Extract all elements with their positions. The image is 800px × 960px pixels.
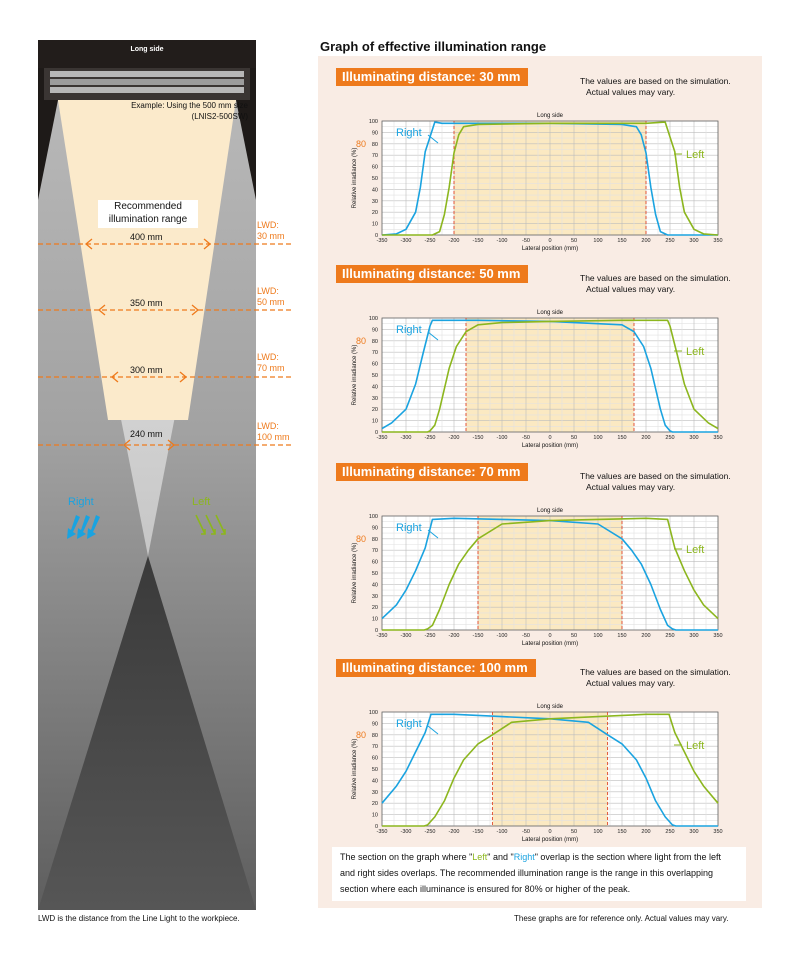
x-tick-label: 50 xyxy=(570,238,578,244)
x-tick-label: -100 xyxy=(496,435,508,441)
x-tick-label: 200 xyxy=(641,238,651,244)
x-tick-label: 250 xyxy=(665,435,675,441)
chart-title: Long side xyxy=(536,310,564,316)
left-label: Left xyxy=(192,496,211,508)
x-tick-label: 100 xyxy=(593,435,603,441)
x-tick-label: -150 xyxy=(472,238,484,244)
x-tick-label: -50 xyxy=(522,829,530,835)
x-tick-label: -150 xyxy=(472,435,484,441)
x-tick-label: 0 xyxy=(548,435,552,441)
x-tick-label: 100 xyxy=(593,238,603,244)
simulation-note xyxy=(580,471,731,493)
series-label-right: Right xyxy=(396,324,422,336)
x-axis-label: Lateral position (mm) xyxy=(521,443,579,449)
x-tick-label: 350 xyxy=(713,238,723,244)
x-tick-label: -150 xyxy=(472,829,484,835)
lwd-label-100: LWD: xyxy=(257,421,279,431)
lwd-value-100: 100 mm xyxy=(257,432,290,442)
x-tick-label: 150 xyxy=(617,633,627,639)
chart-banner: Illuminating distance: 100 mm xyxy=(336,659,536,677)
x-tick-label: -200 xyxy=(448,829,460,835)
series-label-right: Right xyxy=(396,718,422,730)
lwd-value-30: 30 mm xyxy=(257,231,285,241)
chart-title: Long side xyxy=(536,508,564,514)
chart-title: Long side xyxy=(536,113,564,119)
y-axis-label: Relative irradiance (%) xyxy=(352,542,358,604)
x-tick-label: -200 xyxy=(448,435,460,441)
y-tick-label: 70 xyxy=(371,548,378,555)
recommended-label-line-2: illumination range xyxy=(108,214,188,225)
series-label-right: Right xyxy=(396,127,422,139)
x-tick-label: -150 xyxy=(472,633,484,639)
lwd-label-70: LWD: xyxy=(257,352,279,362)
x-tick-label: -250 xyxy=(424,633,436,639)
y-tick-label: 50 xyxy=(371,176,378,182)
x-tick-label: -100 xyxy=(496,238,508,244)
width-label-70: 300 mm xyxy=(130,365,163,375)
y-tick-label: 0 xyxy=(374,628,378,634)
x-tick-label: -100 xyxy=(496,633,508,639)
x-tick-label: 300 xyxy=(689,238,699,244)
x-tick-label: 350 xyxy=(713,435,723,441)
explanation-right-word: Right xyxy=(513,852,535,862)
x-tick-label: -50 xyxy=(522,633,530,639)
x-tick-label: 100 xyxy=(593,829,603,835)
note-line-2: Actual values may vary. xyxy=(586,678,676,688)
footer-right-note: These graphs are for reference only. Actual values may vary. xyxy=(514,914,729,923)
y-tick-label: 80 xyxy=(371,141,378,148)
x-tick-label: 300 xyxy=(689,633,699,639)
explanation-box xyxy=(332,847,746,901)
x-tick-label: -100 xyxy=(496,829,508,835)
y-tick-label: 80 xyxy=(371,732,378,739)
x-axis-label: Lateral position (mm) xyxy=(521,246,579,252)
x-axis-label: Lateral position (mm) xyxy=(521,837,579,843)
x-tick-label: -350 xyxy=(376,435,388,441)
y-tick-label: 10 xyxy=(371,221,378,228)
y-80-marker: 80 xyxy=(355,138,366,149)
y-80-marker: 80 xyxy=(355,335,366,346)
x-tick-label: 350 xyxy=(713,633,723,639)
y-tick-label: 80 xyxy=(371,536,378,543)
lwd-label-50: LWD: xyxy=(257,286,279,296)
y-tick-label: 60 xyxy=(371,164,378,171)
y-tick-label: 20 xyxy=(371,605,378,612)
y-tick-label: 20 xyxy=(371,210,378,217)
series-label-left: Left xyxy=(686,346,705,358)
note-line-2: Actual values may vary. xyxy=(586,284,676,294)
x-tick-label: 200 xyxy=(641,633,651,639)
x-tick-label: -300 xyxy=(400,238,412,244)
x-tick-label: -250 xyxy=(424,829,436,835)
chart-title: Long side xyxy=(536,704,564,710)
y-tick-label: 40 xyxy=(371,187,378,194)
y-tick-label: 100 xyxy=(368,119,378,125)
series-label-right: Right xyxy=(396,522,422,534)
x-tick-label: 100 xyxy=(593,633,603,639)
x-tick-label: 300 xyxy=(689,829,699,835)
y-tick-label: 40 xyxy=(371,582,378,589)
width-label-50: 350 mm xyxy=(130,298,163,308)
note-line-1: The values are based on the simulation. xyxy=(580,471,731,481)
simulation-note xyxy=(580,667,731,689)
simulation-note xyxy=(580,76,731,98)
chart-block-30 xyxy=(318,62,762,252)
y-tick-label: 10 xyxy=(371,812,378,819)
y-tick-label: 90 xyxy=(371,525,378,532)
x-tick-label: 50 xyxy=(570,435,578,441)
y-axis-label: Relative irradiance (%) xyxy=(352,147,358,209)
note-line-1: The values are based on the simulation. xyxy=(580,76,731,86)
width-label-30: 400 mm xyxy=(130,232,163,242)
right-label: Right xyxy=(68,496,94,508)
x-tick-label: 250 xyxy=(665,633,675,639)
recommended-label-line-1: Recommended xyxy=(114,201,182,212)
chart-banner: Illuminating distance: 30 mm xyxy=(336,68,528,86)
y-tick-label: 100 xyxy=(368,710,378,716)
x-tick-label: 300 xyxy=(689,435,699,441)
y-tick-label: 30 xyxy=(371,395,378,402)
example-line-2: (LNIS2-500SW) xyxy=(191,112,248,121)
section-title: Graph of effective illumination range xyxy=(320,39,547,54)
x-tick-label: 0 xyxy=(548,633,552,639)
lwd-label-30: LWD: xyxy=(257,220,279,230)
chart-banner: Illuminating distance: 50 mm xyxy=(336,265,528,283)
x-tick-label: 250 xyxy=(665,238,675,244)
x-tick-label: 350 xyxy=(713,829,723,835)
y-tick-label: 0 xyxy=(374,824,378,830)
series-label-left: Left xyxy=(686,740,705,752)
y-tick-label: 60 xyxy=(371,755,378,762)
y-tick-label: 10 xyxy=(371,418,378,425)
y-80-marker: 80 xyxy=(355,729,366,740)
x-tick-label: -300 xyxy=(400,633,412,639)
x-tick-label: 200 xyxy=(641,435,651,441)
note-line-1: The values are based on the simulation. xyxy=(580,667,731,677)
x-tick-label: 150 xyxy=(617,829,627,835)
explanation-part-1: The section on the graph where " xyxy=(340,852,473,862)
explanation-left-word: Left xyxy=(472,852,488,862)
y-tick-label: 30 xyxy=(371,789,378,796)
x-tick-label: -200 xyxy=(448,238,460,244)
y-tick-label: 70 xyxy=(371,350,378,357)
y-80-marker: 80 xyxy=(355,533,366,544)
x-tick-label: -50 xyxy=(522,238,530,244)
series-label-left: Left xyxy=(686,149,705,161)
y-tick-label: 50 xyxy=(371,373,378,379)
y-axis-label: Relative irradiance (%) xyxy=(352,738,358,800)
y-tick-label: 30 xyxy=(371,198,378,205)
y-tick-label: 70 xyxy=(371,744,378,751)
y-tick-label: 90 xyxy=(371,721,378,728)
x-tick-label: -250 xyxy=(424,238,436,244)
y-tick-label: 100 xyxy=(368,316,378,322)
x-axis-label: Lateral position (mm) xyxy=(521,641,579,647)
y-tick-label: 90 xyxy=(371,130,378,137)
chart-block-70 xyxy=(318,457,762,647)
x-tick-label: 0 xyxy=(548,238,552,244)
note-line-2: Actual values may vary. xyxy=(586,482,676,492)
explanation-part-3: " overlap is the section where light from the left and right sides overlaps. The recommended illumination range is the range in this overlapping section where each illuminance is ensured for 80% or higher of the peak. xyxy=(340,852,722,894)
footer-left-note: LWD is the distance from the Line Light to the workpiece. xyxy=(38,914,240,923)
y-tick-label: 70 xyxy=(371,153,378,160)
y-tick-label: 50 xyxy=(371,571,378,577)
x-tick-label: -350 xyxy=(376,238,388,244)
lwd-marker-lines xyxy=(0,0,300,960)
y-tick-label: 50 xyxy=(371,767,378,773)
y-axis-label: Relative irradiance (%) xyxy=(352,344,358,406)
x-tick-label: 200 xyxy=(641,829,651,835)
long-side-header: Long side xyxy=(130,46,164,53)
y-tick-label: 40 xyxy=(371,778,378,785)
y-tick-label: 0 xyxy=(374,233,378,239)
x-tick-label: 0 xyxy=(548,829,552,835)
example-line-1: Example: Using the 500 mm size xyxy=(131,101,248,110)
y-tick-label: 90 xyxy=(371,327,378,334)
y-tick-label: 60 xyxy=(371,559,378,566)
y-tick-label: 100 xyxy=(368,514,378,520)
y-tick-label: 20 xyxy=(371,407,378,414)
y-tick-label: 40 xyxy=(371,384,378,391)
x-tick-label: -250 xyxy=(424,435,436,441)
x-tick-label: -300 xyxy=(400,829,412,835)
x-tick-label: -350 xyxy=(376,633,388,639)
x-tick-label: -50 xyxy=(522,435,530,441)
chart-banner: Illuminating distance: 70 mm xyxy=(336,463,528,481)
explanation-part-2: " and " xyxy=(487,852,514,862)
x-tick-label: 250 xyxy=(665,829,675,835)
note-line-1: The values are based on the simulation. xyxy=(580,273,731,283)
chart-block-50 xyxy=(318,259,762,449)
note-line-2: Actual values may vary. xyxy=(586,87,676,97)
chart-block-100 xyxy=(318,653,762,843)
x-tick-label: -300 xyxy=(400,435,412,441)
x-tick-label: 150 xyxy=(617,238,627,244)
series-label-left: Left xyxy=(686,544,705,556)
y-tick-label: 60 xyxy=(371,361,378,368)
width-label-100: 240 mm xyxy=(130,429,163,439)
x-tick-label: 50 xyxy=(570,829,578,835)
simulation-note xyxy=(580,273,731,295)
x-tick-label: 150 xyxy=(617,435,627,441)
x-tick-label: -350 xyxy=(376,829,388,835)
y-tick-label: 80 xyxy=(371,338,378,345)
x-tick-label: -200 xyxy=(448,633,460,639)
y-tick-label: 20 xyxy=(371,801,378,808)
x-tick-label: 50 xyxy=(570,633,578,639)
y-tick-label: 30 xyxy=(371,593,378,600)
graphs-panel xyxy=(318,56,762,908)
y-tick-label: 10 xyxy=(371,616,378,623)
y-tick-label: 0 xyxy=(374,430,378,436)
lwd-value-50: 50 mm xyxy=(257,297,285,307)
lwd-value-70: 70 mm xyxy=(257,363,285,373)
